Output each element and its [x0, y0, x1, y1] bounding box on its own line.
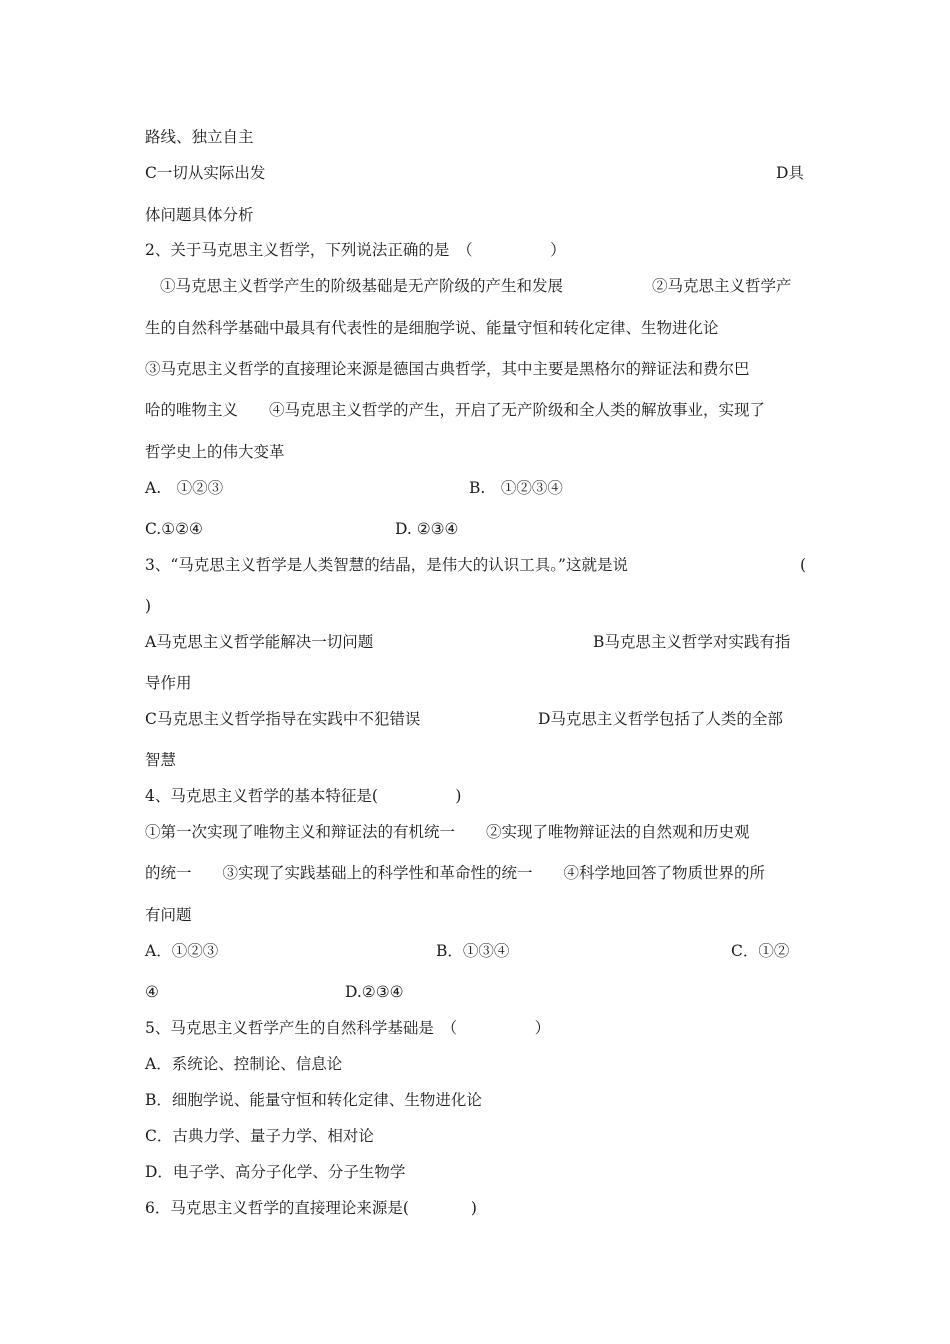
q5-stem: 5、马克思主义哲学产生的自然科学基础是 （ ） [145, 1019, 551, 1037]
q1-option-c: C一切从实际出发 [145, 164, 266, 182]
q3-stem: 3、“马克思主义哲学是人类智慧的结晶，是伟大的认识工具。”这就是说 [145, 556, 628, 574]
q1-tail: 路线、独立自主 [145, 128, 254, 146]
q2-option-d: D. ②③④ [395, 520, 459, 538]
q4-statements-3: 有问题 [145, 906, 192, 924]
q2-stem: 2、关于马克思主义哲学，下列说法正确的是 （ ） [145, 241, 566, 259]
q3-paren-close: ) [145, 597, 152, 615]
q4-option-b: B．①③④ [436, 942, 510, 960]
q2-statement-4-end: 哲学史上的伟大变革 [145, 443, 285, 461]
q1-option-d-start: D具 [776, 164, 804, 182]
q4-statements-1: ①第一次实现了唯物主义和辩证法的有机统一 ②实现了唯物辩证法的自然观和历史观 [145, 823, 750, 841]
q1-option-d-end: 体问题具体分析 [145, 206, 254, 224]
q3-paren-open: ( [800, 556, 807, 574]
q3-option-c: C马克思主义哲学指导在实践中不犯错误 [145, 710, 421, 728]
q5-option-b: B．细胞学说、能量守恒和转化定律、生物进化论 [145, 1091, 482, 1109]
q4-option-c-end: ④ [145, 983, 159, 1001]
q2-statement-3: ③马克思主义哲学的直接理论来源是德国古典哲学，其中主要是黑格尔的辩证法和费尔巴 [145, 360, 750, 378]
q4-stem: 4、马克思主义哲学的基本特征是( ) [145, 787, 462, 805]
q3-option-d-start: D马克思主义哲学包括了人类的全部 [538, 710, 783, 728]
q2-option-a: A. ①②③ [145, 479, 224, 497]
q3-option-d-end: 智慧 [145, 751, 177, 769]
q3-option-b-start: B马克思主义哲学对实践有指 [593, 633, 791, 651]
q2-statement-1: ①马克思主义哲学产生的阶级基础是无产阶级的产生和发展 [160, 277, 564, 295]
q5-option-c: C．古典力学、量子力学、相对论 [145, 1127, 374, 1145]
q4-option-d: D.②③④ [345, 983, 404, 1001]
q4-statements-2: 的统一 ③实现了实践基础上的科学性和革命性的统一 ④科学地回答了物质世界的所 [145, 864, 766, 882]
q3-option-b-end: 导作用 [145, 674, 192, 692]
q5-option-a: A．系统论、控制论、信息论 [145, 1055, 343, 1073]
q2-statement-2-end: 生的自然科学基础中最具有代表性的是细胞学说、能量守恒和转化定律、生物进化论 [145, 319, 719, 337]
q3-option-a: A马克思主义哲学能解决一切问题 [145, 633, 374, 651]
q4-option-c-start: C．①② [731, 942, 790, 960]
q5-option-d: D．电子学、高分子化学、分子生物学 [145, 1163, 406, 1181]
q2-statement-2-start: ②马克思主义哲学产 [652, 277, 792, 295]
q4-option-a: A．①②③ [145, 942, 219, 960]
q2-option-c: C.①②④ [145, 520, 203, 538]
q2-statement-4: 哈的唯物主义 ④马克思主义哲学的产生，开启了无产阶级和全人类的解放事业，实现了 [145, 401, 766, 419]
q2-option-b: B. ①②③④ [469, 479, 563, 497]
q6-stem: 6．马克思主义哲学的直接理论来源是( ) [145, 1199, 477, 1217]
